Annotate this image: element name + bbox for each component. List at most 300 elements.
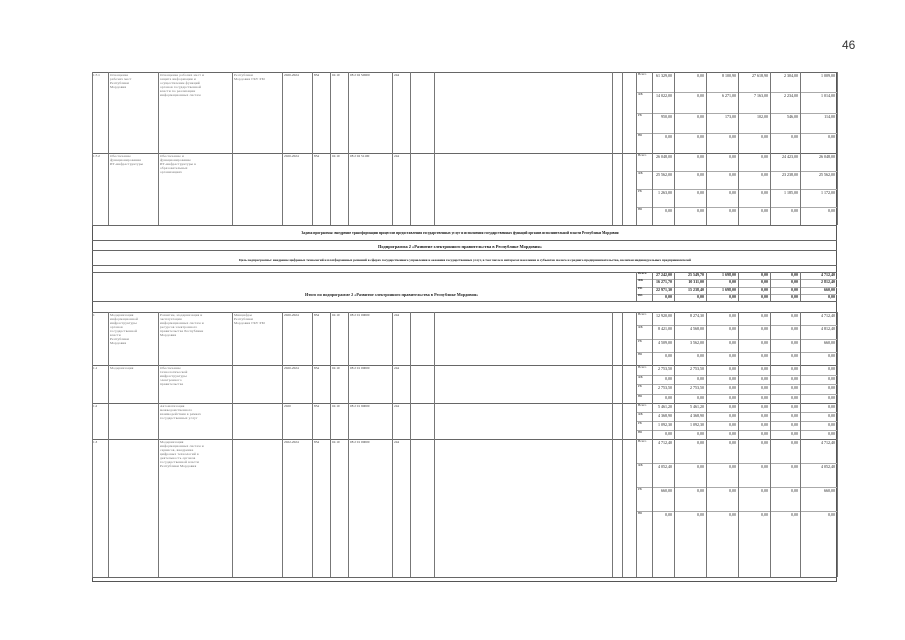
row-1-amount: 2 234,00 bbox=[784, 93, 798, 99]
row2-1-amount: 0,00 bbox=[729, 339, 736, 345]
row-2-amount: 0,00 bbox=[729, 172, 736, 177]
row-2-rzpr: 04 10 bbox=[332, 154, 340, 158]
subtotal-amount: 25 549,70 bbox=[688, 272, 704, 277]
row2-2-amount: 0,00 bbox=[697, 375, 704, 381]
row2-2-amount: 0,00 bbox=[665, 375, 672, 381]
row2-1-amount: 4 568,00 bbox=[690, 326, 704, 332]
row-2-amount: 25 562,00 bbox=[819, 172, 835, 177]
table-vline bbox=[330, 312, 331, 577]
row2-2-amount: 0,00 bbox=[729, 375, 736, 381]
subtotal-label: Итого по подпрограмме 2 «Развитие электронного правительства в Республике Мордовия» bbox=[305, 292, 479, 297]
row-2-amount: 25 562,00 bbox=[656, 172, 672, 177]
row2-1-name: информационной bbox=[110, 317, 139, 321]
row-1-name: Республики bbox=[110, 81, 130, 85]
row2-4-source: ФБ bbox=[638, 463, 643, 467]
subtotal-source: РБ bbox=[638, 285, 643, 290]
row2-4-amount: 4 712,40 bbox=[658, 440, 672, 445]
row2-1-executor: Мордовия ГКУ РМ bbox=[234, 321, 265, 325]
row2-3-amount: 0,00 bbox=[761, 431, 768, 436]
row2-3-amount: 0,00 bbox=[828, 431, 835, 436]
row2-4-amount: 0,00 bbox=[729, 512, 736, 517]
subtotal-amount: 1 698,00 bbox=[722, 286, 736, 292]
row-2-amount: 24 423,00 bbox=[782, 154, 798, 159]
row-2-period: 2020-2024 bbox=[284, 154, 299, 158]
row2-4-amount: 0,00 bbox=[791, 512, 798, 517]
row2-4-measure: Республики Мордовия bbox=[160, 464, 197, 468]
row2-2-measure: Обеспечение bbox=[160, 366, 182, 370]
row2-4-amount: 0,00 bbox=[791, 440, 798, 445]
table-vline bbox=[622, 72, 623, 225]
row2-2-amount: 0,00 bbox=[729, 385, 736, 390]
row2-1-amount: 4 712,40 bbox=[821, 313, 835, 318]
row2-2-amount: 0,00 bbox=[697, 394, 704, 400]
row2-1-name: органов bbox=[110, 325, 123, 329]
row2-2-amount: 0,00 bbox=[791, 385, 798, 390]
row2-2-amount: 0,00 bbox=[791, 366, 798, 371]
row2-1-name: Модернизация bbox=[110, 313, 134, 317]
row2-1-amount: 4 812,40 bbox=[821, 326, 835, 332]
row-1-name: Мордовия bbox=[110, 85, 127, 89]
row2-1-measure: правительства Республики bbox=[160, 329, 204, 333]
row-1-amount: 950,00 bbox=[661, 113, 672, 119]
row2-1-measure: Развитие, модернизация и bbox=[160, 313, 203, 317]
row2-2-amount: 0,00 bbox=[828, 375, 835, 381]
row-1-source: ФБ bbox=[638, 92, 643, 97]
row2-4-period: 2022-2024 bbox=[284, 440, 299, 444]
row-2-amount: 0,00 bbox=[697, 154, 704, 159]
row2-1-measure: информационных систем и bbox=[160, 321, 204, 325]
row2-3-amount: 0,00 bbox=[828, 422, 835, 427]
row2-1-name: инфраструктуры bbox=[110, 321, 137, 325]
row2-4-amount: 660,00 bbox=[824, 488, 835, 493]
row2-1-amount: 0,00 bbox=[697, 352, 704, 358]
row2-1-measure: эксплуатация bbox=[160, 317, 182, 321]
row2-1-source: ФБ bbox=[638, 325, 643, 330]
row-2-amount: 0,00 bbox=[729, 190, 736, 195]
row2-4-amount: 0,00 bbox=[761, 512, 768, 517]
table-vline bbox=[330, 72, 331, 225]
table-vline bbox=[92, 72, 93, 225]
table-vline bbox=[312, 312, 313, 577]
row2-3-grbs: 854 bbox=[314, 404, 320, 408]
task-band: Задача программы: внедрение трансформации процессов предоставления государственных услуг и исполнения государственных функций органов исполнительной власти Республики Мордовия bbox=[301, 231, 619, 235]
row2-4-amount: 0,00 bbox=[729, 488, 736, 493]
row-1-executor: Мордовия ГКУ РМ bbox=[234, 77, 265, 81]
row2-2-grbs: 854 bbox=[314, 366, 320, 370]
row2-4-amount: 0,00 bbox=[828, 512, 835, 517]
row-2-amount: 23 238,00 bbox=[782, 172, 798, 177]
row2-2-period: 2020-2024 bbox=[284, 366, 299, 370]
row2-3-amount: 5 461,20 bbox=[690, 404, 704, 409]
subtotal-amount: 2 812,40 bbox=[821, 279, 835, 285]
row2-1-vr: 244 bbox=[394, 313, 400, 317]
row2-3-measure: государственных услуг bbox=[160, 416, 198, 420]
row-2-source: ВБ bbox=[638, 207, 643, 211]
row2-1-source: ВБ bbox=[638, 351, 643, 356]
row-1-measure: осуществление функций bbox=[160, 81, 200, 85]
row2-1-name: Республики bbox=[110, 337, 130, 341]
row2-4-source: РБ bbox=[638, 487, 642, 491]
row2-2-amount: 0,00 bbox=[791, 394, 798, 400]
row-1-amount: 61 329,00 bbox=[656, 73, 672, 78]
subtotal-amount: 1 698,00 bbox=[722, 272, 736, 277]
row2-3-amount: 0,00 bbox=[697, 431, 704, 436]
table-hline bbox=[92, 225, 837, 226]
row-2-measure: образовательных bbox=[160, 166, 188, 170]
row2-1-amount: 4 509,00 bbox=[658, 339, 672, 345]
row2-2-amount: 0,00 bbox=[828, 366, 835, 371]
row2-1-amount: 0,00 bbox=[828, 352, 835, 358]
row-1-amount: 2 304,00 bbox=[784, 73, 798, 78]
row2-1-amount: 0,00 bbox=[761, 339, 768, 345]
table-vline bbox=[837, 312, 838, 577]
subtotal-amount: 0,00 bbox=[665, 293, 672, 299]
row2-4-source: ВБ bbox=[638, 511, 643, 515]
row2-3-amount: 1 092,30 bbox=[658, 422, 672, 427]
row2-1-amount: 0,00 bbox=[665, 352, 672, 358]
table-vline bbox=[434, 312, 435, 577]
row2-2-rzpr: 04 10 bbox=[332, 366, 340, 370]
row-2-amount: 0,00 bbox=[697, 190, 704, 195]
row2-2-measure: правительства bbox=[160, 382, 184, 386]
row-1-amount: 0,00 bbox=[729, 133, 736, 139]
table-vline bbox=[282, 312, 283, 577]
row2-1-number: 1 bbox=[93, 313, 95, 317]
table-vline bbox=[434, 72, 435, 225]
table-vline bbox=[232, 72, 233, 225]
row-2-number: 1.7.2 bbox=[93, 154, 100, 158]
subtotal-source: Всего bbox=[638, 271, 647, 275]
row2-2-amount: 0,00 bbox=[761, 375, 768, 381]
row-2-source: ФБ bbox=[638, 171, 643, 175]
row-2-vr: 244 bbox=[394, 154, 400, 158]
subtotal-amount: 27 242,00 bbox=[656, 272, 672, 277]
row2-3-measure: взаимодействия в рамках bbox=[160, 412, 202, 416]
subtotal-amount: 15 238,40 bbox=[688, 286, 704, 292]
row-1-amount: 173,00 bbox=[725, 113, 736, 119]
row2-1-period: 2020-2024 bbox=[284, 313, 299, 317]
row2-3-source: Всего bbox=[638, 403, 647, 407]
row2-2-amount: 0,00 bbox=[761, 394, 768, 400]
row2-1-measure: Мордовия bbox=[160, 333, 177, 337]
row2-4-amount: 4 712,40 bbox=[821, 440, 835, 445]
row2-4-amount: 0,00 bbox=[697, 488, 704, 493]
row2-2-measure: электронного bbox=[160, 378, 182, 382]
table-vline bbox=[410, 312, 411, 577]
row2-4-measure: государственной власти bbox=[160, 460, 199, 464]
row2-3-amount: 1 092,30 bbox=[690, 422, 704, 427]
row2-3-source: ВБ bbox=[638, 430, 643, 434]
row-1-amount: 8 100,90 bbox=[722, 73, 736, 78]
row-2-measure: Обеспечение и bbox=[160, 154, 185, 158]
row-1-amount: 0,00 bbox=[697, 93, 704, 99]
row-1-period: 2020-2024 bbox=[284, 73, 299, 77]
row2-2-number: 1.1 bbox=[93, 366, 98, 370]
row-2-amount: 1 185,00 bbox=[784, 190, 798, 195]
row-2-name: Обеспечение bbox=[110, 154, 132, 158]
row-1-executor: Республики bbox=[234, 73, 254, 77]
row-1-source: Всего bbox=[638, 72, 647, 76]
row-2-amount: 26 048,00 bbox=[656, 154, 672, 159]
row-1-grbs: 854 bbox=[314, 73, 320, 77]
row2-1-amount: 0,00 bbox=[729, 352, 736, 358]
row-1-source: РБ bbox=[638, 112, 642, 117]
row2-4-amount: 0,00 bbox=[697, 512, 704, 517]
row-2-grbs: 854 bbox=[314, 154, 320, 158]
row-2-amount: 0,00 bbox=[697, 172, 704, 177]
row2-1-amount: 12 920,00 bbox=[656, 313, 672, 318]
row-1-amount: 27 618,90 bbox=[752, 73, 768, 78]
row-1-measure: защита информации и bbox=[160, 77, 196, 81]
row2-1-executor: Республики bbox=[234, 317, 254, 321]
subtotal-amount: 0,00 bbox=[761, 272, 768, 277]
row2-4-amount: 0,00 bbox=[761, 488, 768, 493]
row2-1-grbs: 854 bbox=[314, 313, 320, 317]
row-1-amount: 1 009,00 bbox=[821, 73, 835, 78]
table-vline bbox=[392, 72, 393, 225]
row-1-amount: 7 163,00 bbox=[754, 93, 768, 99]
row-1-name: рабочих мест bbox=[110, 77, 132, 81]
row-2-amount: 0,00 bbox=[828, 208, 835, 213]
row-1-amount: 0,00 bbox=[665, 133, 672, 139]
subtotal-amount: 0,00 bbox=[697, 293, 704, 299]
subtotal-amount: 4 712,40 bbox=[821, 272, 835, 277]
row2-1-amount: 8 421,00 bbox=[658, 326, 672, 332]
table-vline bbox=[108, 72, 109, 225]
row2-4-amount: 0,00 bbox=[729, 440, 736, 445]
row2-2-measure: инфраструктуры bbox=[160, 374, 187, 378]
row2-3-amount: 4 368,90 bbox=[658, 413, 672, 418]
row2-1-amount: 0,00 bbox=[729, 326, 736, 332]
row-2-amount: 0,00 bbox=[697, 208, 704, 213]
row-1-amount: 0,00 bbox=[697, 73, 704, 78]
table-vline bbox=[348, 312, 349, 577]
subtotal-source: ВБ bbox=[638, 292, 643, 297]
table-hline bbox=[92, 577, 837, 578]
subtotal-amount: 22 971,30 bbox=[656, 286, 672, 292]
row2-4-amount: 0,00 bbox=[665, 512, 672, 517]
row2-1-rzpr: 04 10 bbox=[332, 313, 340, 317]
subtotal-amount: 0,00 bbox=[791, 293, 798, 299]
subtotal-amount: 660,00 bbox=[824, 286, 835, 292]
row2-3-source: ФБ bbox=[638, 412, 643, 416]
row2-1-csr: 08 2 01 00000 bbox=[350, 313, 370, 317]
table-vline bbox=[108, 312, 109, 577]
row-2-amount: 0,00 bbox=[665, 208, 672, 213]
row-1-source: ВБ bbox=[638, 132, 643, 137]
table-vline bbox=[392, 312, 393, 577]
row2-3-amount: 4 368,90 bbox=[690, 413, 704, 418]
row2-4-measure: цифровых технологий в bbox=[160, 452, 199, 456]
row2-1-amount: 3 562,00 bbox=[690, 339, 704, 345]
subtotal-amount: 0,00 bbox=[828, 293, 835, 299]
row2-2-source: РБ bbox=[638, 384, 642, 388]
table-vline bbox=[410, 72, 411, 225]
row-2-amount: 1 172,00 bbox=[821, 190, 835, 195]
row-1-amount: 114,00 bbox=[824, 113, 835, 119]
row-2-amount: 0,00 bbox=[729, 208, 736, 213]
row-1-amount: 0,00 bbox=[791, 133, 798, 139]
table-vline bbox=[612, 312, 613, 577]
table-vline bbox=[158, 72, 159, 225]
row2-3-amount: 0,00 bbox=[828, 404, 835, 409]
row2-3-amount: 0,00 bbox=[729, 431, 736, 436]
row2-4-amount: 4 052,40 bbox=[821, 464, 835, 469]
row-2-measure: организациях bbox=[160, 170, 183, 174]
row2-1-amount: 0,00 bbox=[729, 313, 736, 318]
row-1-rzpr: 04 10 bbox=[332, 73, 340, 77]
page-number: 46 bbox=[842, 38, 856, 52]
row2-2-name: Модернизация bbox=[110, 366, 134, 370]
row-1-measure: информационных систем bbox=[160, 93, 201, 97]
row2-4-amount: 0,00 bbox=[729, 464, 736, 469]
row-1-number: 1.7.1 bbox=[93, 73, 100, 77]
table-hline bbox=[92, 301, 837, 302]
row2-1-name: государственной bbox=[110, 329, 138, 333]
row2-2-amount: 2 753,50 bbox=[658, 366, 672, 371]
table-hline bbox=[92, 240, 837, 241]
subtotal-amount: 0,00 bbox=[791, 286, 798, 292]
table-hline bbox=[92, 265, 837, 266]
row2-2-amount: 0,00 bbox=[761, 385, 768, 390]
row2-2-amount: 0,00 bbox=[729, 366, 736, 371]
table-vline bbox=[232, 312, 233, 577]
row-1-measure: органов государственной bbox=[160, 85, 202, 89]
row2-2-source: Всего bbox=[638, 365, 647, 369]
row-2-source: РБ bbox=[638, 189, 642, 193]
table-vline bbox=[837, 72, 838, 225]
subtotal-amount: 0,00 bbox=[791, 279, 798, 285]
row-1-amount: 546,00 bbox=[787, 113, 798, 119]
row2-4-source: Всего bbox=[638, 439, 647, 443]
row2-4-amount: 0,00 bbox=[697, 440, 704, 445]
row2-3-csr: 08 2 01 90000 bbox=[350, 404, 370, 408]
row2-1-source: Всего bbox=[638, 312, 647, 316]
row2-2-source: ВБ bbox=[638, 393, 643, 398]
goal-band: Цель подпрограммы: внедрение цифровых технологий и платформенных решений в сферах государственного управления и оказания государственных услуг, в том числе в интересах населения и субъектов малого и среднего предпринимательства, включая индивидуальных предпринимателей bbox=[238, 258, 692, 262]
row2-3-amount: 0,00 bbox=[791, 413, 798, 418]
row2-4-vr: 244 bbox=[394, 440, 400, 444]
row2-2-source: ФБ bbox=[638, 374, 643, 379]
row-2-measure: ИТ-инфраструктуры в bbox=[160, 162, 197, 166]
row2-1-executor: Минцифры bbox=[234, 313, 253, 317]
row-2-amount: 0,00 bbox=[761, 172, 768, 177]
subtotal-amount: 0,00 bbox=[791, 272, 798, 277]
row2-4-measure: сервисов, внедрение bbox=[160, 448, 194, 452]
row2-1-name: власти bbox=[110, 333, 121, 337]
row2-3-amount: 0,00 bbox=[729, 422, 736, 427]
row2-1-amount: 0,00 bbox=[791, 326, 798, 332]
row2-2-amount: 0,00 bbox=[729, 394, 736, 400]
row-1-amount: 1 014,00 bbox=[821, 93, 835, 99]
row2-2-amount: 2 753,50 bbox=[658, 385, 672, 390]
row2-3-amount: 0,00 bbox=[729, 404, 736, 409]
row2-4-amount: 0,00 bbox=[697, 464, 704, 469]
row2-4-amount: 0,00 bbox=[791, 464, 798, 469]
row2-1-source: РБ bbox=[638, 338, 642, 343]
subtotal-amount: 0,00 bbox=[729, 293, 736, 299]
row2-3-measure: межведомственного bbox=[160, 408, 193, 412]
subprogram-band: Подпрограмма 2 «Развитие электронного правительства в Республике Мордовия» bbox=[378, 244, 542, 249]
row2-3-vr: 244 bbox=[394, 404, 400, 408]
row2-2-amount: 0,00 bbox=[828, 385, 835, 390]
row-2-amount: 1 263,00 bbox=[658, 190, 672, 195]
table-vline bbox=[158, 312, 159, 577]
row-2-name: функционирования bbox=[110, 158, 142, 162]
subtotal-source: ФБ bbox=[638, 278, 644, 283]
table-vline bbox=[636, 312, 637, 577]
subtotal-amount: 0,00 bbox=[761, 293, 768, 299]
row-2-amount: 26 048,00 bbox=[819, 154, 835, 159]
row2-2-csr: 08 2 01 00000 bbox=[350, 366, 370, 370]
table-vline bbox=[622, 312, 623, 577]
row2-2-amount: 0,00 bbox=[761, 366, 768, 371]
row-2-amount: 0,00 bbox=[761, 154, 768, 159]
row-2-measure: функционирование bbox=[160, 158, 192, 162]
row2-4-measure: деятельность органов bbox=[160, 456, 196, 460]
row-2-amount: 0,00 bbox=[791, 208, 798, 213]
row2-1-amount: 0,00 bbox=[761, 313, 768, 318]
table-vline bbox=[348, 72, 349, 225]
row2-2-amount: 0,00 bbox=[791, 375, 798, 381]
row-2-amount: 0,00 bbox=[761, 190, 768, 195]
row2-3-measure: Автоматизация bbox=[160, 404, 185, 408]
subtotal-amount: 10 311,00 bbox=[688, 279, 704, 285]
row-1-amount: 0,00 bbox=[697, 133, 704, 139]
row-2-source: Всего bbox=[638, 153, 647, 157]
row2-4-measure: информационных систем и bbox=[160, 444, 204, 448]
subtotal-amount: 16 271,70 bbox=[656, 279, 672, 285]
row-2-name: ИТ-инфраструктуры bbox=[110, 162, 144, 166]
row2-1-name: Мордовия bbox=[110, 341, 127, 345]
row2-3-number: 1.2 bbox=[93, 404, 98, 408]
table-vline bbox=[612, 72, 613, 225]
row2-1-amount: 0,00 bbox=[791, 339, 798, 345]
row-1-amount: 0,00 bbox=[697, 113, 704, 119]
table-hline bbox=[92, 250, 837, 251]
row2-1-amount: 0,00 bbox=[761, 326, 768, 332]
table-vline bbox=[636, 272, 637, 301]
row2-3-rzpr: 04 10 bbox=[332, 404, 340, 408]
subtotal-amount: 0,00 bbox=[729, 279, 736, 285]
row-1-csr: 08 2 02 S0000 bbox=[350, 73, 370, 77]
row-2-csr: 08 2 02 51100 bbox=[350, 154, 370, 158]
row2-4-csr: 08 2 01 00000 bbox=[350, 440, 370, 444]
row2-2-amount: 0,00 bbox=[665, 394, 672, 400]
row-1-amount: 6 271,00 bbox=[722, 93, 736, 99]
row2-3-amount: 0,00 bbox=[828, 413, 835, 418]
row2-3-amount: 0,00 bbox=[761, 404, 768, 409]
row-1-measure: власти по реализации bbox=[160, 89, 196, 93]
subtotal-amount: 0,00 bbox=[761, 279, 768, 285]
row2-4-number: 1.3 bbox=[93, 440, 98, 444]
row2-1-measure: ресурсов электронного bbox=[160, 325, 198, 329]
row2-4-measure: Модернизация bbox=[160, 440, 184, 444]
row2-4-amount: 4 052,40 bbox=[658, 464, 672, 469]
row2-4-amount: 0,00 bbox=[761, 440, 768, 445]
table-vline bbox=[312, 72, 313, 225]
row2-3-amount: 0,00 bbox=[729, 413, 736, 418]
row-1-amount: 102,00 bbox=[757, 113, 768, 119]
row-2-amount: 0,00 bbox=[761, 208, 768, 213]
row2-3-amount: 0,00 bbox=[791, 431, 798, 436]
row-1-amount: 0,00 bbox=[761, 133, 768, 139]
table-vline bbox=[282, 72, 283, 225]
row2-1-amount: 8 274,30 bbox=[690, 313, 704, 318]
row2-3-amount: 0,00 bbox=[761, 422, 768, 427]
row2-4-amount: 0,00 bbox=[791, 488, 798, 493]
row-1-amount: 0,00 bbox=[828, 133, 835, 139]
